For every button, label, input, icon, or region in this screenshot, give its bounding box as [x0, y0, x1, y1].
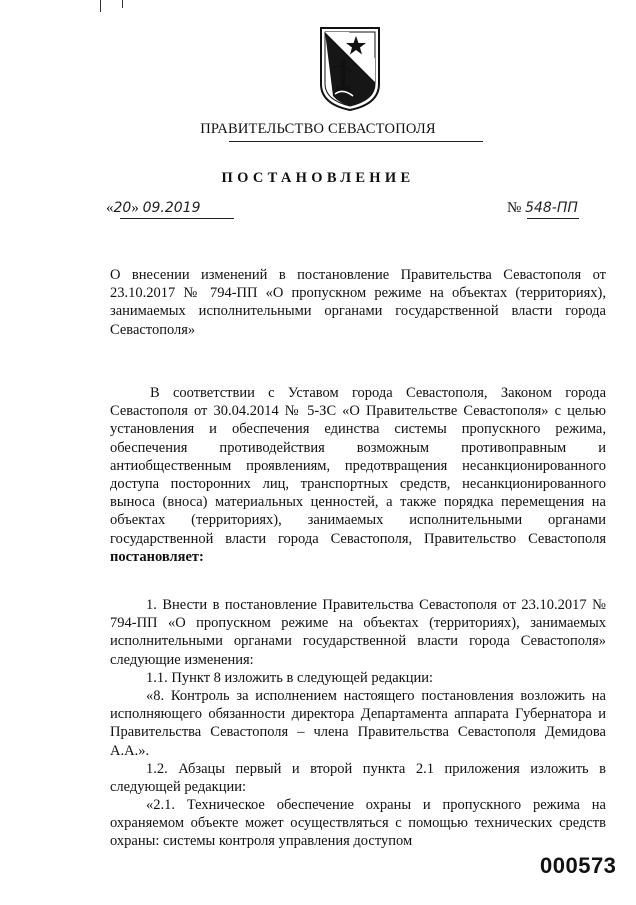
resolves-word: постановляет:	[110, 548, 204, 565]
serial-number: 000573	[540, 853, 617, 878]
date-underline	[120, 218, 234, 219]
subject-paragraph: О внесении изменений в постановление Правительства Севастополя от 23.10.2017 № 794-ПП «О пропускном режиме на объектах (территориях), занимаемых исполнительными органами государственной власти города Севастополя»	[110, 267, 606, 338]
government-underline	[229, 141, 483, 142]
document-date	[106, 200, 200, 217]
clause-1: 1. Внести в постановление Правительства Севастополя от 23.10.2017 № 794-ПП «О пропускном режиме на объектах (территориях), занимаемых исполнительными органами государственной власти города Севастополя» следующие изменения:	[110, 597, 606, 668]
clause-2-1-text: «2.1. Техническое обеспечение охраны и пропускного режима на охраняемом объекте может осуществляться с помощью технических средств охраны: системы контроля управления доступом	[110, 797, 606, 850]
sevastopol-coat-of-arms-icon	[319, 26, 381, 112]
date-open-quote: «	[106, 200, 114, 216]
number-value: 548-ПП	[525, 200, 578, 216]
preamble-text: В соответствии с Уставом города Севастополя, Законом города Севастополя от 30.04.2014 № 5-ЗС «О Правительстве Севастополя» с целью установления и обеспечения единства системы пропускного режима, обеспечения противодействия возможным противоправным и антиобщественным проявлениям, предотвращения несанкционированного доступа посторонних лиц, транспортных средств, несанкционированного выноса (вноса) материальных ценностей, а также порядка перемещения на объектах (территориях), занимаемых исполнительными органами государственной власти города Севастополя, Правительство Севастополя	[110, 385, 606, 547]
date-day: 20	[113, 200, 132, 216]
document-number	[507, 200, 578, 217]
document-type-title: ПОСТАНОВЛЕНИЕ	[221, 170, 415, 186]
number-underline	[527, 218, 579, 219]
clause-8-text: «8. Контроль за исполнением настоящего постановления возложить на исполняющего обязанности директора Департамента аппарата Губернатора и Правительства Севастополя – члена Правительства Севастополя Демидова А.А.».	[110, 688, 606, 759]
clause-1-2: 1.2. Абзацы первый и второй пункта 2.1 приложения изложить в следующей редакции:	[110, 761, 606, 796]
scan-mark-left	[100, 0, 101, 12]
government-name: ПРАВИТЕЛЬСТВО СЕВАСТОПОЛЯ	[200, 121, 436, 137]
date-close-quote: »	[131, 200, 139, 216]
date-month-year: 09.2019	[142, 200, 201, 216]
scan-mark-right	[122, 0, 123, 8]
preamble-paragraph	[110, 384, 606, 566]
clause-1-1: 1.1. Пункт 8 изложить в следующей редакции:	[146, 670, 434, 686]
number-sign: №	[507, 200, 522, 216]
